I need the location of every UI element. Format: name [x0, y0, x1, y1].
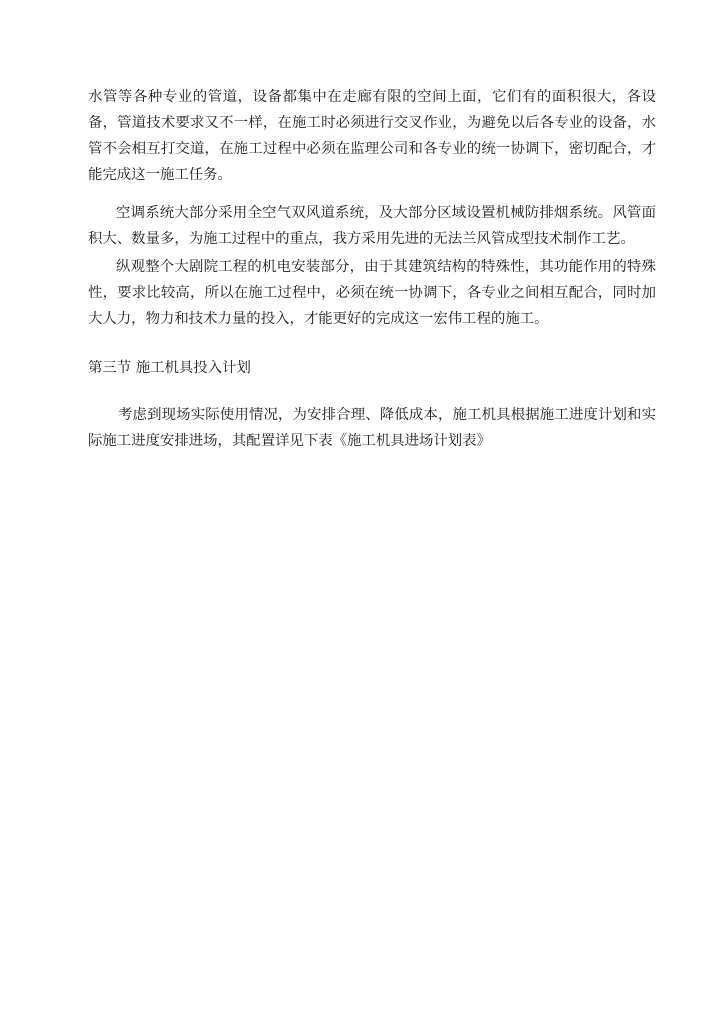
body-paragraph-2: 空调系统大部分采用全空气双风道系统，及大部分区域设置机械防排烟系统。风管面积大、数量多，为施工过程中的重点，我方采用先进的无法兰风管成型技术制作工艺。: [88, 205, 656, 247]
body-paragraph-3: 纵观整个大剧院工程的机电安装部分，由于其建筑结构的特殊性，其功能作用的特殊性，要求比较高，所以在施工过程中，必须在统一协调下，各专业之间相互配合，同时加大人力，物力和技术力量的投入，才能更好的完成这一宏伟工程的施工。: [88, 259, 656, 327]
body-paragraph-1: 水管等各种专业的管道，设备都集中在走廊有限的空间上面，它们有的面积很大，各设备，管道技术要求又不一样，在施工时必须进行交叉作业，为避免以后各专业的设备，水管不会相互打交道，在施工过程中必须在监理公司和各专业的统一协调下，密切配合，才能完成这一施工任务。: [88, 89, 656, 183]
section-paragraph: 考虑到现场实际使用情况，为安排合理、降低成本，施工机具根据施工进度计划和实际施工进度安排进场，其配置详见下表《施工机具进场计划表》: [88, 407, 656, 449]
section-heading: 第三节 施工机具投入计划: [88, 360, 251, 376]
